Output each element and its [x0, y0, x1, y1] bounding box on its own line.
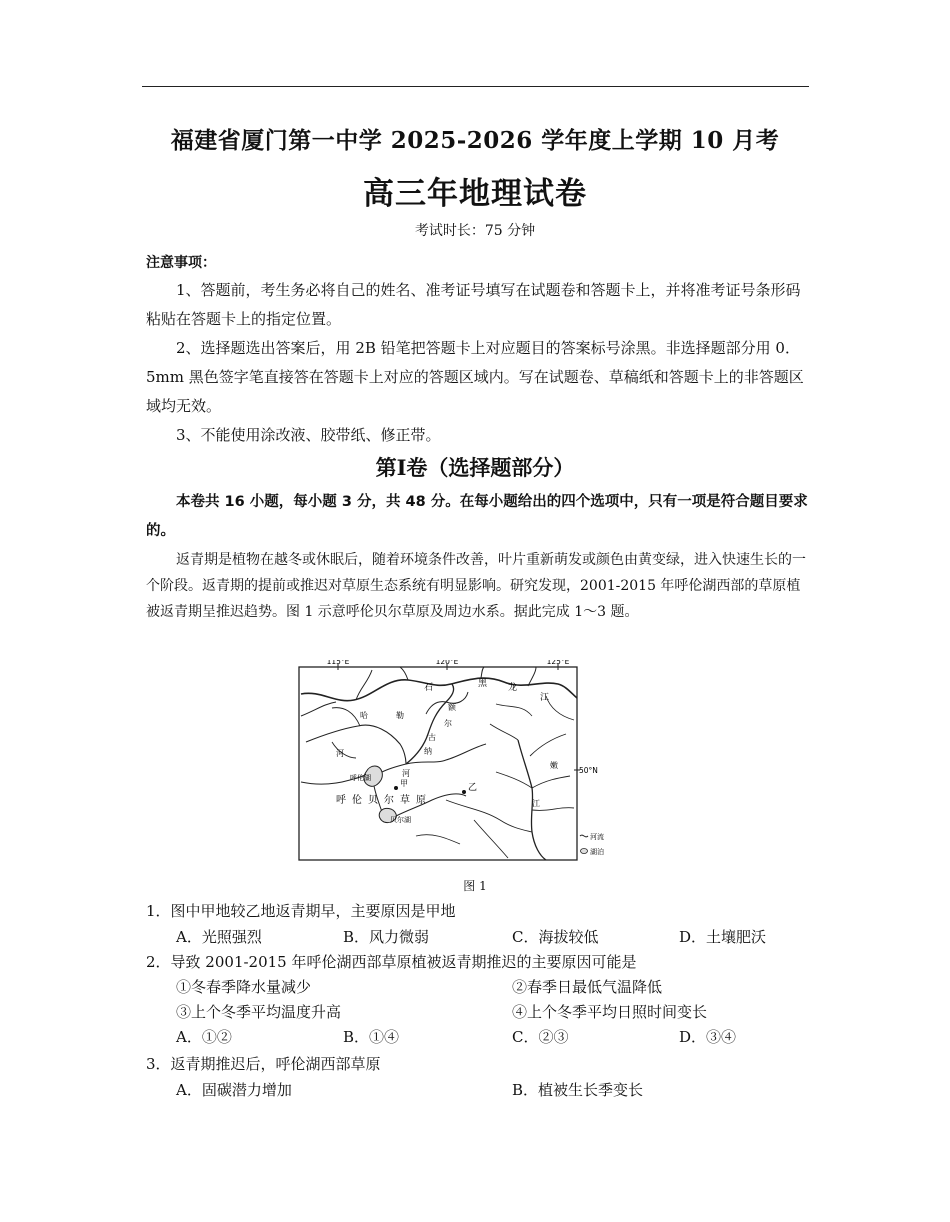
point-yi: [462, 790, 466, 794]
map-frame: [299, 667, 577, 860]
q2-option-d: D．③④: [679, 1028, 737, 1046]
lon-120: 120°E: [435, 660, 459, 666]
label-yi: 乙: [468, 783, 478, 793]
legend-lake: 湖泊: [590, 848, 604, 856]
legend-lake-icon: [581, 849, 588, 854]
grass-4: 尔: [384, 795, 394, 806]
label-jiang2: 江: [532, 799, 540, 808]
q1-option-c: C．海拔较低: [512, 928, 599, 946]
lon-115: 115°E: [326, 660, 350, 666]
lat-50: 50°N: [579, 766, 598, 775]
point-jia: [394, 786, 398, 790]
label-beierhu: 贝尔湖: [390, 816, 411, 824]
grass-6: 原: [416, 795, 426, 806]
exam-duration: 考试时长：75 分钟: [414, 223, 536, 239]
map-figure: [296, 660, 616, 864]
question-3-stem: 3．返青期推迟后，呼伦湖西部草原: [146, 1055, 381, 1073]
q1-option-a: A．光照强烈: [176, 928, 262, 946]
lon-125: 125°E: [546, 660, 570, 666]
q2-option-b: B．①④: [343, 1028, 400, 1046]
label-hei: 黑: [478, 679, 488, 689]
label-le: 勒: [396, 711, 404, 720]
notice-item-2: 2、选择题选出答案后，用 2B 铅笔把答题卡上对应题目的答案标号涂黑。非选择题部分用 0．5mm 黑色签字笔直接答在答题卡上对应的答题区域内。写在试题卷、草稿纸和答题卡上的非答题区域均无效。: [146, 339, 804, 415]
hulunbuir-map: [296, 660, 616, 864]
q2-statement-2: ②春季日最低气温降低: [512, 978, 663, 996]
legend-river-icon: [580, 835, 588, 837]
question-2-stem: 2．导致 2001-2015 年呼伦湖西部草原植被返青期推迟的主要原因可能是: [146, 953, 637, 971]
label-he1: 河: [336, 749, 344, 758]
passage-text: 返青期是植物在越冬或休眠后，随着环境条件改善，叶片重新萌发或颜色由黄变绿，进入快速生长的一个阶段。返青期的提前或推迟对草原生态系统有明显影响。研究发现，2001-2015 年呼伦湖西部的草原植被返青期呈推迟趋势。图 1 示意呼伦贝尔草原及周边水系。据此完成 1～3 题。: [146, 552, 806, 620]
label-long: 龙: [508, 683, 518, 693]
q2-statement-1: ①冬春季降水量减少: [176, 978, 312, 996]
grass-2: 伦: [352, 795, 362, 806]
label-e: 额: [448, 703, 456, 712]
label-he2: 河: [402, 769, 410, 778]
q2-option-a: A．①②: [176, 1028, 232, 1046]
figure-caption: 图 1: [463, 879, 487, 893]
notice-item-3: 3、不能使用涂改液、胶带纸、修正带。: [176, 426, 441, 444]
grass-1: 呼: [336, 795, 346, 806]
river-heilongjiang: [301, 678, 577, 701]
q3-option-a: A．固碳潜力增加: [176, 1081, 292, 1099]
label-gu: 古: [428, 733, 436, 742]
label-jiang1: 江: [540, 693, 550, 703]
label-er: 尔: [444, 719, 452, 728]
label-na: 纳: [424, 747, 432, 756]
q2-statement-3: ③上个冬季平均温度升高: [176, 1003, 342, 1021]
top-rule: [142, 86, 809, 87]
q1-option-d: D．土壤肥沃: [679, 928, 767, 946]
label-nen: 嫩: [550, 761, 558, 770]
label-hulunhu: 呼伦湖: [350, 774, 371, 782]
notice-item-1: 1、答题前，考生务必将自己的姓名、准考证号填写在试题卷和答题卡上，并将准考证号条形码粘贴在答题卡上的指定位置。: [146, 281, 801, 328]
grass-3: 贝: [368, 795, 378, 806]
label-ha: 哈: [360, 711, 368, 720]
notice-heading: 注意事项：: [146, 255, 216, 271]
q2-statement-4: ④上个冬季平均日照时间变长: [512, 1003, 708, 1021]
exam-title: 高三年地理试卷: [363, 176, 587, 212]
label-jia: 甲: [400, 779, 408, 788]
part1-title: 第Ⅰ卷（选择题部分）: [375, 455, 575, 480]
school-title: 福建省厦门第一中学 2025-2026 学年度上学期 10 月考: [170, 127, 780, 154]
question-1-stem: 1．图中甲地较乙地返青期早，主要原因是甲地: [146, 902, 456, 920]
grass-5: 草: [400, 795, 410, 806]
q2-option-c: C．②③: [512, 1028, 569, 1046]
legend-river: 河流: [590, 833, 604, 841]
part1-instructions: 本卷共 16 小题，每小题 3 分，共 48 分。在每小题给出的四个选项中，只有一项是符合题目要求的。: [146, 494, 808, 539]
q1-option-b: B．风力微弱: [343, 928, 430, 946]
label-shi: 石: [424, 683, 434, 693]
q3-option-b: B．植被生长季变长: [512, 1081, 644, 1099]
